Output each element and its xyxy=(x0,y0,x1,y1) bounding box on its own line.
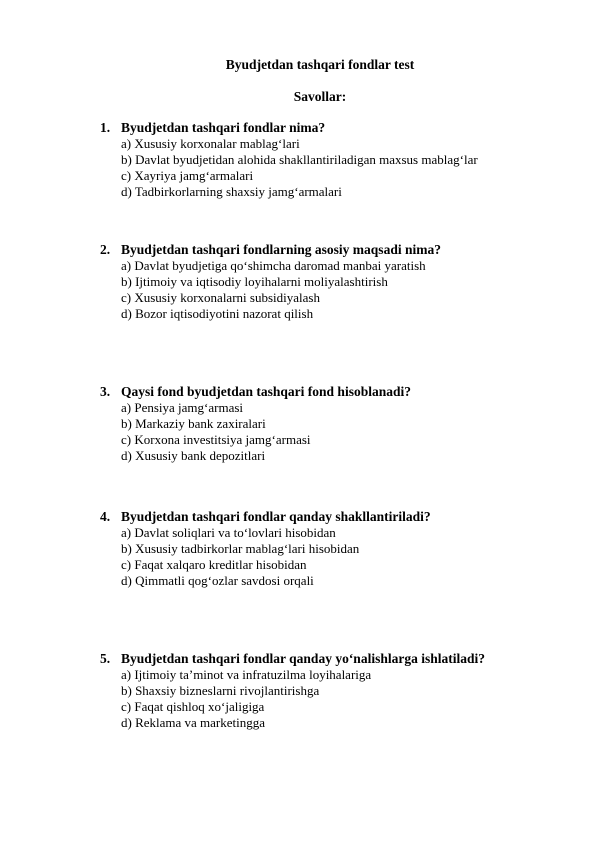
question-text: Byudjetdan tashqari fondlar qanday shakllantiriladi? xyxy=(121,509,431,524)
question-3 xyxy=(100,384,560,464)
answer-option: a) Davlat byudjetiga qo‘shimcha daromad manbai yaratish xyxy=(121,258,426,273)
answer-option: c) Korxona investitsiya jamg‘armasi xyxy=(121,432,311,447)
question-number: 2. xyxy=(100,242,111,257)
answer-option: a) Ijtimoiy ta’minot va infratuzilma loyihalariga xyxy=(121,667,372,682)
answer-option: b) Markaziy bank zaxiralari xyxy=(121,416,266,431)
answer-option: c) Xususiy korxonalarni subsidiyalash xyxy=(121,290,320,305)
answer-option: a) Davlat soliqlari va to‘lovlari hisobidan xyxy=(121,525,336,540)
answer-option: a) Xususiy korxonalar mablag‘lari xyxy=(121,136,300,151)
answer-options xyxy=(100,525,560,589)
question-number: 4. xyxy=(100,509,111,524)
answer-option: c) Faqat qishloq xo‘jaligiga xyxy=(121,699,265,714)
answer-option: b) Ijtimoiy va iqtisodiy loyihalarni moliyalashtirish xyxy=(121,274,388,289)
question-number: 3. xyxy=(100,384,111,399)
answer-options xyxy=(100,258,560,322)
question-heading xyxy=(100,651,560,667)
answer-option: b) Xususiy tadbirkorlar mablag‘lari hisobidan xyxy=(121,541,360,556)
answer-option: d) Tadbirkorlarning shaxsiy jamg‘armalari xyxy=(121,184,342,199)
answer-option: b) Davlat byudjetidan alohida shakllantiriladigan maxsus mablag‘lar xyxy=(121,152,478,167)
question-text: Qaysi fond byudjetdan tashqari fond hisoblanadi? xyxy=(121,384,411,399)
question-text: Byudjetdan tashqari fondlar qanday yo‘nalishlarga ishlatiladi? xyxy=(121,651,485,666)
question-text: Byudjetdan tashqari fondlar nima? xyxy=(121,120,326,135)
question-1 xyxy=(100,120,560,200)
answer-options xyxy=(100,136,560,200)
question-text: Byudjetdan tashqari fondlarning asosiy maqsadi nima? xyxy=(121,242,441,257)
question-heading xyxy=(100,242,560,258)
answer-option: d) Reklama va marketingga xyxy=(121,715,266,730)
question-5 xyxy=(100,651,560,731)
document-subtitle: Savollar: xyxy=(293,89,347,104)
answer-option: c) Faqat xalqaro kreditlar hisobidan xyxy=(121,557,307,572)
answer-option: d) Xususiy bank depozitlari xyxy=(121,448,266,463)
question-heading xyxy=(100,509,560,525)
question-heading xyxy=(100,384,560,400)
document-title: Byudjetdan tashqari fondlar test xyxy=(225,57,415,72)
question-2 xyxy=(100,242,560,322)
answer-option: d) Qimmatli qog‘ozlar savdosi orqali xyxy=(121,573,314,588)
question-heading xyxy=(100,120,560,136)
answer-options xyxy=(100,400,560,464)
answer-option: b) Shaxsiy bizneslarni rivojlantirishga xyxy=(121,683,320,698)
answer-option: d) Bozor iqtisodiyotini nazorat qilish xyxy=(121,306,314,321)
answer-option: c) Xayriya jamg‘armalari xyxy=(121,168,254,183)
answer-options xyxy=(100,667,560,731)
question-number: 1. xyxy=(100,120,111,135)
question-4 xyxy=(100,509,560,589)
question-number: 5. xyxy=(100,651,111,666)
answer-option: a) Pensiya jamg‘armasi xyxy=(121,400,244,415)
